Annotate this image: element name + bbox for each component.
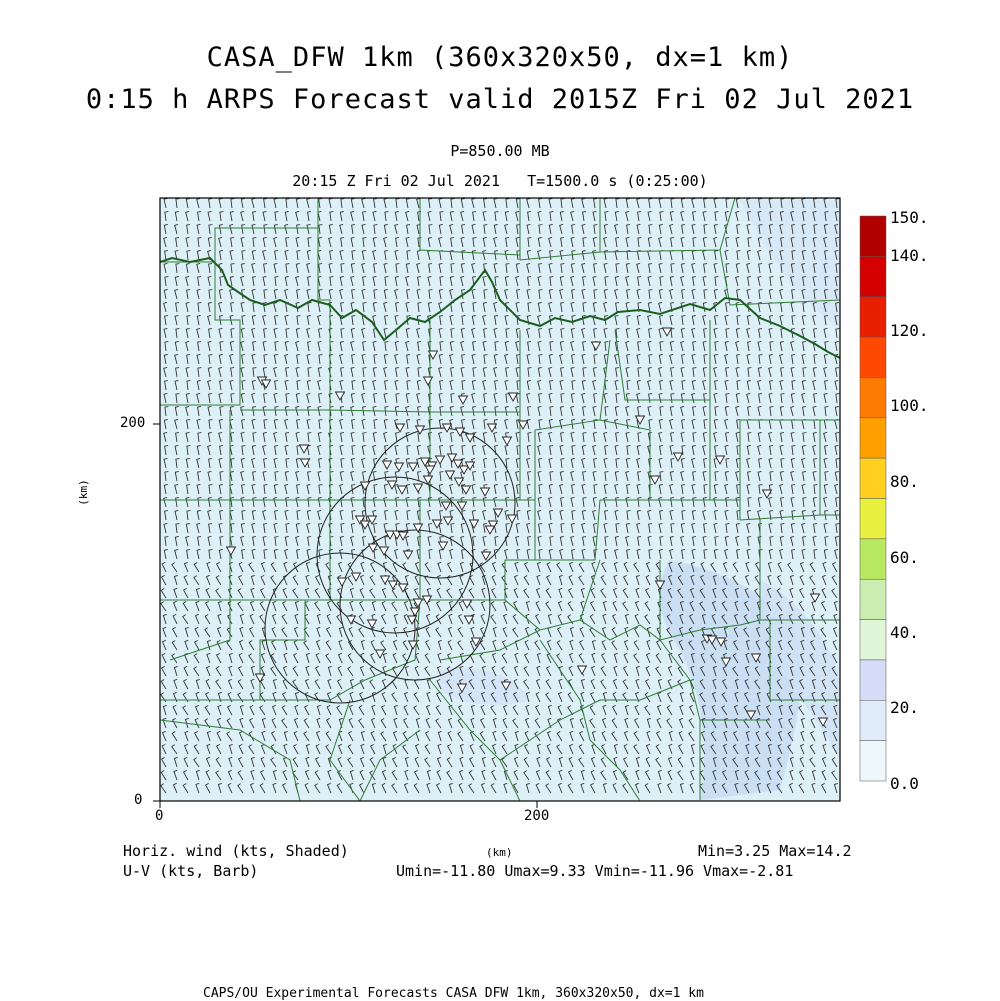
colorbar-bin (860, 216, 886, 256)
y-tick-label-0: 0 (134, 792, 143, 808)
colorbar-label: 60. (890, 548, 919, 567)
simulation-time: 20:15 Z Fri 02 Jul 2021 T=1500.0 s (0:25:00) (292, 172, 708, 190)
colorbar-bin (860, 499, 886, 539)
credit-line: CAPS/OU Experimental Forecasts CASA DFW 1km, 360x320x50, dx=1 km (203, 986, 704, 1001)
colorbar-bin (860, 700, 886, 740)
barb-field-label: U-V (kts, Barb) (123, 862, 259, 880)
y-tick-label-200: 200 (120, 415, 146, 431)
colorbar-label: 100. (890, 396, 929, 415)
colorbar-label: 20. (890, 698, 919, 717)
wind-component-extremes: Umin=-11.80 Umax=9.33 Vmin=-11.96 Vmax=-2.81 (396, 862, 794, 880)
colorbar-bin (860, 377, 886, 417)
colorbar-bin (860, 579, 886, 619)
x-axis-label: (km) (486, 846, 513, 859)
pressure-level: P=850.00 MB (450, 142, 550, 160)
field-min-max: Min=3.25 Max=14.2 (698, 842, 852, 860)
colorbar-label: 140. (890, 246, 929, 265)
y-axis-label: (km) (76, 479, 90, 506)
colorbar-label: 120. (890, 321, 929, 340)
colorbar-bin (860, 458, 886, 498)
colorbar-bin (860, 297, 886, 337)
colorbar-bin (860, 741, 886, 781)
colorbar-bin (860, 337, 886, 377)
colorbar (860, 216, 886, 781)
colorbar-bin (860, 660, 886, 700)
colorbar-bin (860, 539, 886, 579)
plot-title: CASA_DFW 1km (360x320x50, dx=1 km) (206, 42, 794, 73)
colorbar-label: 150. (890, 208, 929, 227)
colorbar-label: 40. (890, 623, 919, 642)
colorbar-bin (860, 620, 886, 660)
colorbar-label: 80. (890, 472, 919, 491)
x-tick-label-200: 200 (524, 808, 550, 824)
colorbar-bin (860, 418, 886, 458)
shaded-field-label: Horiz. wind (kts, Shaded) (123, 842, 349, 860)
forecast-valid-time: 0:15 h ARPS Forecast valid 2015Z Fri 02 Jul 2021 (85, 84, 915, 115)
colorbar-label: 0.0 (890, 774, 919, 793)
colorbar-bin (860, 256, 886, 296)
x-tick-label-0: 0 (155, 808, 164, 824)
